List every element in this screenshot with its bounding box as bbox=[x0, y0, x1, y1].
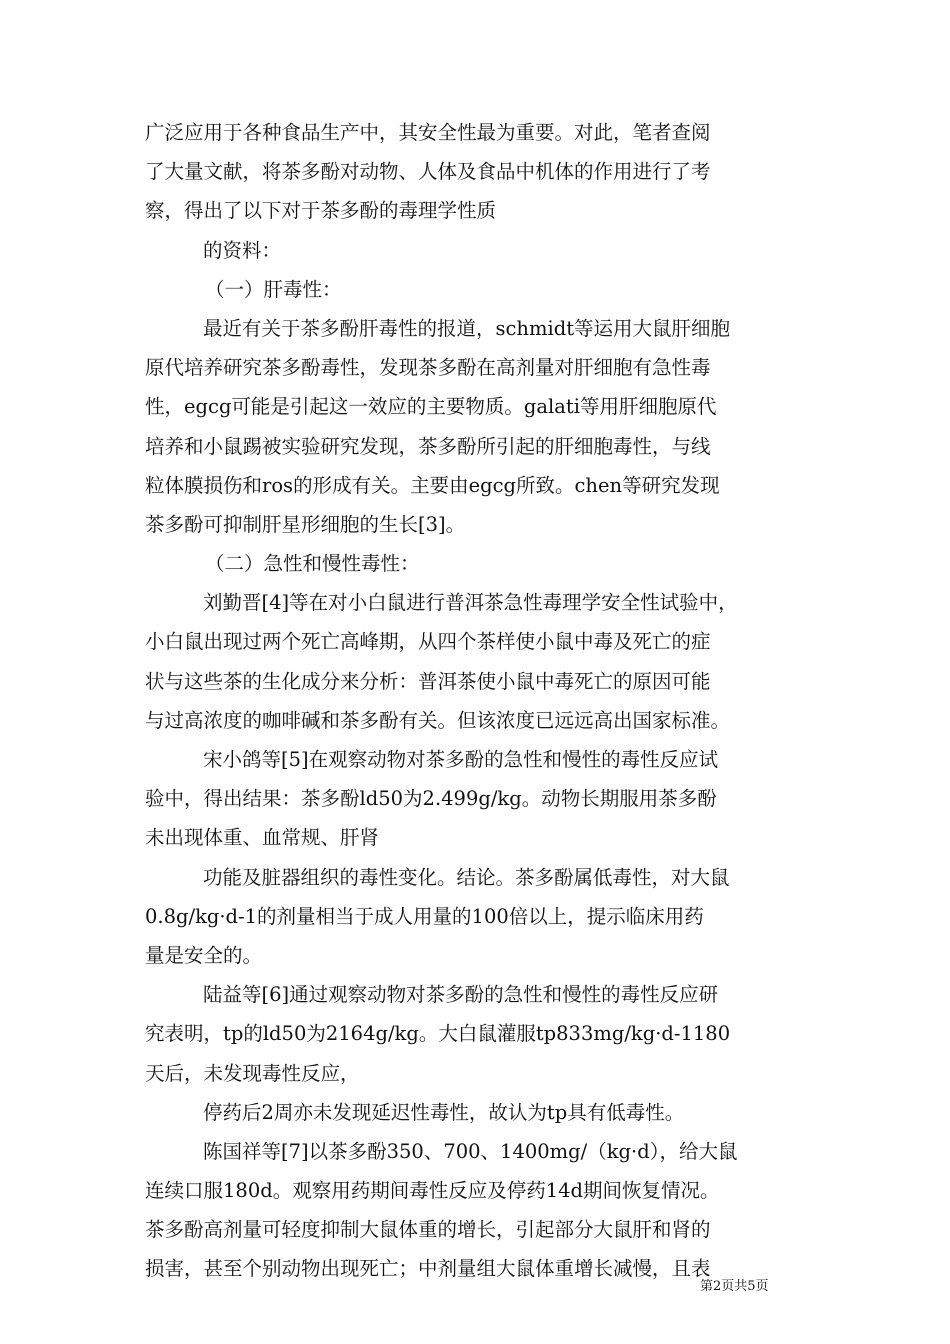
text-line: 验中，得出结果：茶多酚ld50为2.499g/kg。动物长期服用茶多酚 bbox=[145, 787, 717, 811]
text-line: 究表明，tp的ld50为2164g/kg。大白鼠灌服tp833mg/kg·d-1180 bbox=[145, 1022, 731, 1046]
text-line: 最近有关于茶多酚肝毒性的报道，schmidt等运用大鼠肝细胞 bbox=[203, 316, 731, 340]
text-line: 茶多酚可抑制肝星形细胞的生长[3]。 bbox=[145, 512, 466, 536]
text-line: 宋小鸽等[5]在观察动物对茶多酚的急性和慢性的毒性反应试 bbox=[203, 748, 719, 771]
text-line: 了大量文献，将茶多酚对动物、人体及食品中机体的作用进行了考 bbox=[145, 160, 711, 184]
text-line: 小白鼠出现过两个死亡高峰期，从四个茶样使小鼠中毒及死亡的症 bbox=[145, 630, 711, 654]
section-heading-liver-toxicity: （一）肝毒性： bbox=[205, 277, 342, 301]
text-line: 状与这些茶的生化成分来分析：普洱茶使小鼠中毒死亡的原因可能 bbox=[145, 669, 711, 693]
text-line: 广泛应用于各种食品生产中，其安全性最为重要。对此，笔者查阅 bbox=[145, 121, 711, 144]
text-line: 培养和小鼠踢被实验研究发现，茶多酚所引起的肝细胞毒性，与线 bbox=[145, 434, 711, 458]
text-line: 原代培养研究茶多酚毒性，发现茶多酚在高剂量对肝细胞有急性毒 bbox=[145, 356, 711, 380]
text-line: 0.8g/kg·d-1的剂量相当于成人用量的100倍以上，提示临床用药 bbox=[145, 904, 704, 928]
text-line: 察，得出了以下对于茶多酚的毒理学性质 bbox=[145, 199, 497, 223]
document-body bbox=[145, 113, 810, 1289]
text-line: 未出现体重、血常规、肝肾 bbox=[145, 826, 380, 850]
text-line: 天后，未发现毒性反应， bbox=[145, 1061, 360, 1085]
body-text bbox=[145, 113, 810, 1289]
text-line: 陆益等[6]通过观察动物对茶多酚的急性和慢性的毒性反应研 bbox=[203, 983, 719, 1007]
text-line: 的资料： bbox=[203, 238, 282, 262]
text-line: 停药后2周亦未发现延迟性毒性，故认为tp具有低毒性。 bbox=[203, 1100, 685, 1124]
text-line: 量是安全的。 bbox=[145, 943, 263, 967]
text-line: 粒体膜损伤和ros的形成有关。主要由egcg所致。chen等研究发现 bbox=[145, 473, 720, 497]
text-line: 茶多酚高剂量可轻度抑制大鼠体重的增长，引起部分大鼠肝和肾的 bbox=[145, 1218, 711, 1242]
text-line: 连续口服180d。观察用药期间毒性反应及停药14d期间恢复情况。 bbox=[145, 1179, 720, 1203]
section-heading-acute-chronic-toxicity: （二）急性和慢性毒性： bbox=[205, 552, 420, 576]
text-line: 刘勤晋[4]等在对小白鼠进行普洱茶急性毒理学安全性试验中， bbox=[203, 591, 738, 615]
text-line: 陈国祥等[7]以茶多酚350、700、1400mg/（kg·d），给大鼠 bbox=[203, 1139, 738, 1163]
text-line: 损害，甚至个别动物出现死亡；中剂量组大鼠体重增长减慢，且表 bbox=[145, 1257, 711, 1281]
page-number: 第2页共5页 bbox=[700, 1279, 769, 1294]
text-line: 与过高浓度的咖啡碱和茶多酚有关。但该浓度已远远高出国家标准。 bbox=[145, 708, 731, 732]
text-line: 功能及脏器组织的毒性变化。结论。茶多酚属低毒性，对大鼠 bbox=[203, 865, 730, 889]
text-line: 性，egcg可能是引起这一效应的主要物质。galati等用肝细胞原代 bbox=[145, 395, 717, 419]
